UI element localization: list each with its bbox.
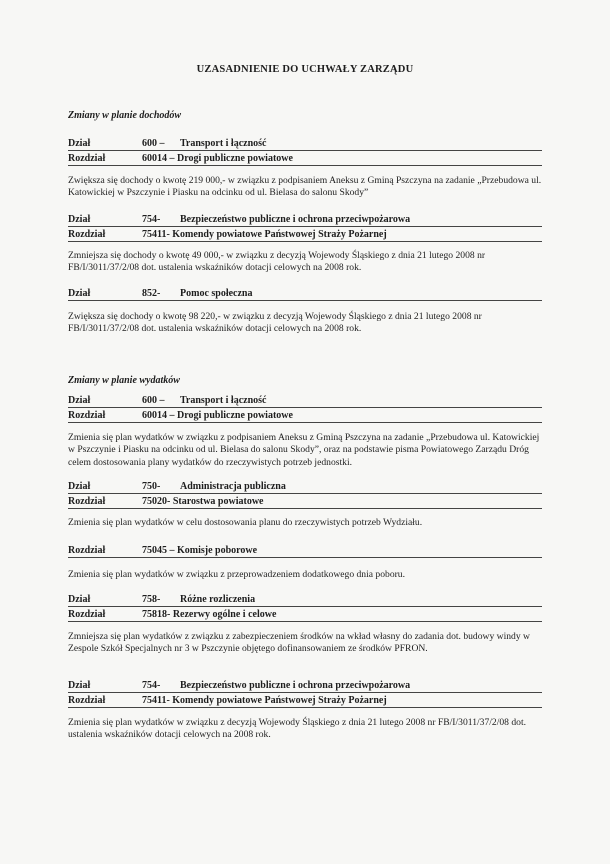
document-title: UZASADNIENIE DO UCHWAŁY ZARZĄDU bbox=[196, 64, 414, 75]
income-b1-dzial-row bbox=[68, 137, 542, 151]
expense-b3-text: Zmienia się plan wydatków w związku z przeprowadzeniem dodatkowego dnia poboru. bbox=[68, 569, 406, 580]
dzial-label: Dział bbox=[68, 288, 91, 299]
rozdzial-label: Rozdział bbox=[68, 545, 106, 556]
expense-b5-rozdzial-row bbox=[68, 694, 542, 708]
expense-b4-text: Zmniejsza się plan wydatków z związku z zabezpieczeniem środków na wkład własny do zadania dot. budowy windy w Zespole Szkół Specjalnych nr 3 w Pszczynie objętego dofinansowaniem ze środków PFRON. bbox=[68, 631, 530, 655]
dzial-name: Pomoc społeczna bbox=[180, 288, 253, 299]
income-b2-dzial-row bbox=[68, 213, 542, 227]
dzial-name: Administracja publiczna bbox=[180, 481, 286, 492]
income-b1-rozdzial-row bbox=[68, 152, 542, 166]
dzial-code: 754- bbox=[142, 680, 161, 691]
dzial-code: 754- bbox=[142, 214, 161, 225]
expense-b1-text: Zmienia się plan wydatków w związku z podpisaniem Aneksu z Gminą Pszczyna na zadanie „Przebudowa ul. Katowickiej w Pszczynie i Piasku na odcinku od ul. Bielasa do salonu Skody”, oraz na podstawie pisma Powiatowego Zarządu Dróg celem dostosowania plany wydatków do rzeczywistych potrzeb jednostki. bbox=[68, 432, 540, 468]
dzial-code: 750- bbox=[142, 481, 161, 492]
income-b1-text: Zwiększa się dochody o kwotę 219 000,- w związku z podpisaniem Aneksu z Gminą Pszczyna na zadanie „Przebudowa ul. Katowickiej w Pszczynie i Piasku na odcinku od ul. Bielasa do salonu Skody” bbox=[68, 175, 542, 199]
expense-b1-dzial-row bbox=[68, 394, 542, 408]
dzial-label: Dział bbox=[68, 214, 91, 225]
income-b2-text: Zmniejsza się dochody o kwotę 49 000,- w związku z decyzją Wojewody Śląskiego z dnia 21 lutego 2008 nr FB/I/3011/37/2/08 dot. ustalenia wskaźników dotacji celowych na 2008 rok. bbox=[68, 250, 486, 274]
rozdzial-label: Rozdział bbox=[68, 496, 106, 507]
rozdzial-name: 75045 – Komisje poborowe bbox=[142, 545, 258, 556]
expense-b4-dzial-row bbox=[68, 593, 542, 607]
dzial-code: 600 – bbox=[142, 395, 165, 406]
income-section-heading: Zmiany w planie dochodów bbox=[68, 110, 182, 121]
dzial-name: Bezpieczeństwo publiczne i ochrona przeciwpożarowa bbox=[180, 214, 411, 225]
expense-b3-rozdzial-row bbox=[68, 544, 542, 558]
rozdzial-name: 75818- Rezerwy ogólne i celowe bbox=[142, 609, 277, 620]
rozdzial-name: 60014 – Drogi publiczne powiatowe bbox=[142, 410, 293, 421]
rozdzial-label: Rozdział bbox=[68, 410, 106, 421]
rozdzial-name: 60014 – Drogi publiczne powiatowe bbox=[142, 153, 293, 164]
expense-b2-dzial-row bbox=[68, 480, 542, 494]
expense-b4-rozdzial-row bbox=[68, 608, 542, 622]
income-b3-text: Zwiększa się dochody o kwotę 98 220,- w związku z decyzją Wojewody Śląskiego z dnia 21 lutego 2008 nr FB/I/3011/37/2/08 dot. ustalenia wskaźników dotacji celowych na 2008 rok. bbox=[68, 311, 482, 335]
expense-b2-text: Zmienia się plan wydatków w celu dostosowania planu do rzeczywistych potrzeb Wydziału. bbox=[68, 517, 423, 528]
dzial-code: 600 – bbox=[142, 138, 165, 149]
dzial-name: Transport i łączność bbox=[180, 395, 267, 406]
income-b3-dzial-row bbox=[68, 287, 542, 301]
dzial-name: Transport i łączność bbox=[180, 138, 267, 149]
dzial-label: Dział bbox=[68, 481, 91, 492]
rozdzial-name: 75411- Komendy powiatowe Państwowej Straży Pożarnej bbox=[142, 695, 387, 706]
expense-b2-rozdzial-row bbox=[68, 495, 542, 509]
expense-b5-text: Zmienia się plan wydatków w związku z decyzją Wojewody Śląskiego z dnia 21 lutego 2008 nr FB/I/3011/37/2/08 dot. ustalenia wskaźników dotacji celowych na 2008 rok. bbox=[68, 717, 527, 741]
dzial-label: Dział bbox=[68, 395, 91, 406]
dzial-name: Różne rozliczenia bbox=[180, 594, 256, 605]
dzial-code: 852- bbox=[142, 288, 161, 299]
rozdzial-label: Rozdział bbox=[68, 153, 106, 164]
rozdzial-name: 75020- Starostwa powiatowe bbox=[142, 496, 264, 507]
rozdzial-label: Rozdział bbox=[68, 229, 106, 240]
dzial-label: Dział bbox=[68, 594, 91, 605]
expense-section-heading: Zmiany w planie wydatków bbox=[68, 375, 180, 386]
rozdzial-label: Rozdział bbox=[68, 695, 106, 706]
dzial-name: Bezpieczeństwo publiczne i ochrona przeciwpożarowa bbox=[180, 680, 411, 691]
dzial-label: Dział bbox=[68, 680, 91, 691]
expense-b5-dzial-row bbox=[68, 679, 542, 693]
rozdzial-name: 75411- Komendy powiatowe Państwowej Straży Pożarnej bbox=[142, 229, 387, 240]
income-b2-rozdzial-row bbox=[68, 228, 542, 242]
dzial-label: Dział bbox=[68, 138, 91, 149]
rozdzial-label: Rozdział bbox=[68, 609, 106, 620]
dzial-code: 758- bbox=[142, 594, 161, 605]
expense-b1-rozdzial-row bbox=[68, 409, 542, 423]
